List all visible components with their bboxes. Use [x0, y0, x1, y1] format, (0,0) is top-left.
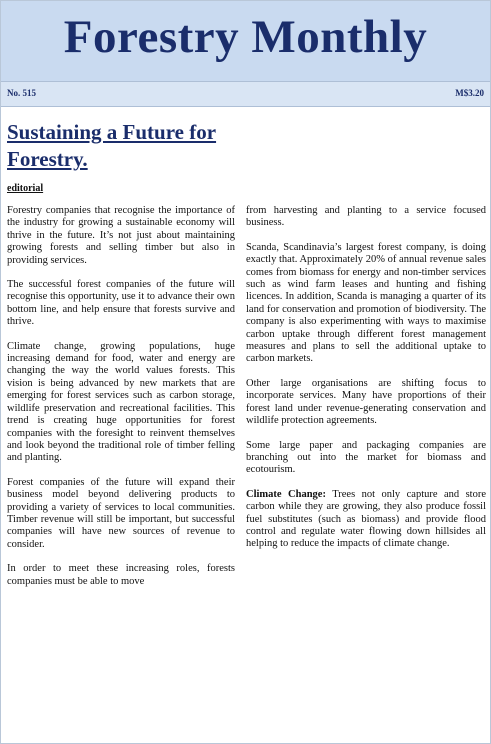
paragraph: Climate change, growing populations, huge increasing demand for food, water and energy are changing the way the world values forests. This vision is being advanced by new markets that are emerging for forest services such as carbon storage, wildlife preservation and recreational facilities. This trend is creating huge opportunities for forest companies with the foresight to reinvent themselves and look beyond the traditional role of timber felling and planting. [7, 340, 235, 464]
climate-label: Climate Change: [246, 488, 326, 500]
paragraph: Scanda, Scandinavia’s largest forest company, is doing exactly that. Approximately 20% of annual revenue sales comes from biomass for energy and non-timber services such as wind farm leases and hunting and fishing licences. In addition, Scanda is managing a quarter of its land for conservation and promotion of biodiversity. The company is also experimenting with ways to maximise carbon uptake through different forest management measures and plans to sell the additional uptake to carbon markets. [246, 241, 486, 365]
right-column [246, 205, 486, 563]
masthead [1, 1, 490, 81]
paragraph: from harvesting and planting to a service focused business. [246, 205, 486, 229]
paragraph: Forest companies of the future will expand their business model beyond delivering products to providing a variety of services to local communities. Timber revenue will still be important, but successful companies will have new sources of revenue to consider. [7, 476, 235, 550]
issue-bar [1, 81, 490, 107]
paragraph: Some large paper and packaging companies are branching out into the market for biomass and ecotourism. [246, 439, 486, 476]
issue-number: No. 515 [7, 88, 36, 98]
article-kicker: editorial [7, 183, 44, 194]
paragraph: Forestry companies that recognise the importance of the industry for growing a sustainable economy will thrive in the future. It’s not just about maintaining growing forests and selling timber but also in providing services. [7, 205, 235, 266]
climate-paragraph [246, 489, 486, 551]
paragraph: Other large organisations are shifting focus to incorporate services. Many have proportions of their forest land under revenue-generating conservation and wildlife protection agreements. [246, 377, 486, 427]
left-column [7, 205, 235, 600]
paragraph: The successful forest companies of the future will recognise this opportunity, use it to advance their own bottom line, and help ensure that forests survive and thrive. [7, 279, 235, 328]
masthead-title: Forestry Monthly [63, 11, 428, 63]
paragraph: In order to meet these increasing roles, forests companies must be able to move [7, 563, 235, 587]
climate-text: Trees not only capture and store carbon while they are growing, they also produce fossil fuel substitutes (such as biomass) and provide flood control and regulate water flowing down hillsides all helping to reduce the impacts of climate change. [246, 488, 486, 550]
issue-price: M$3.20 [455, 88, 484, 98]
article-headline: Sustaining a Future for Forestry. [7, 120, 217, 171]
